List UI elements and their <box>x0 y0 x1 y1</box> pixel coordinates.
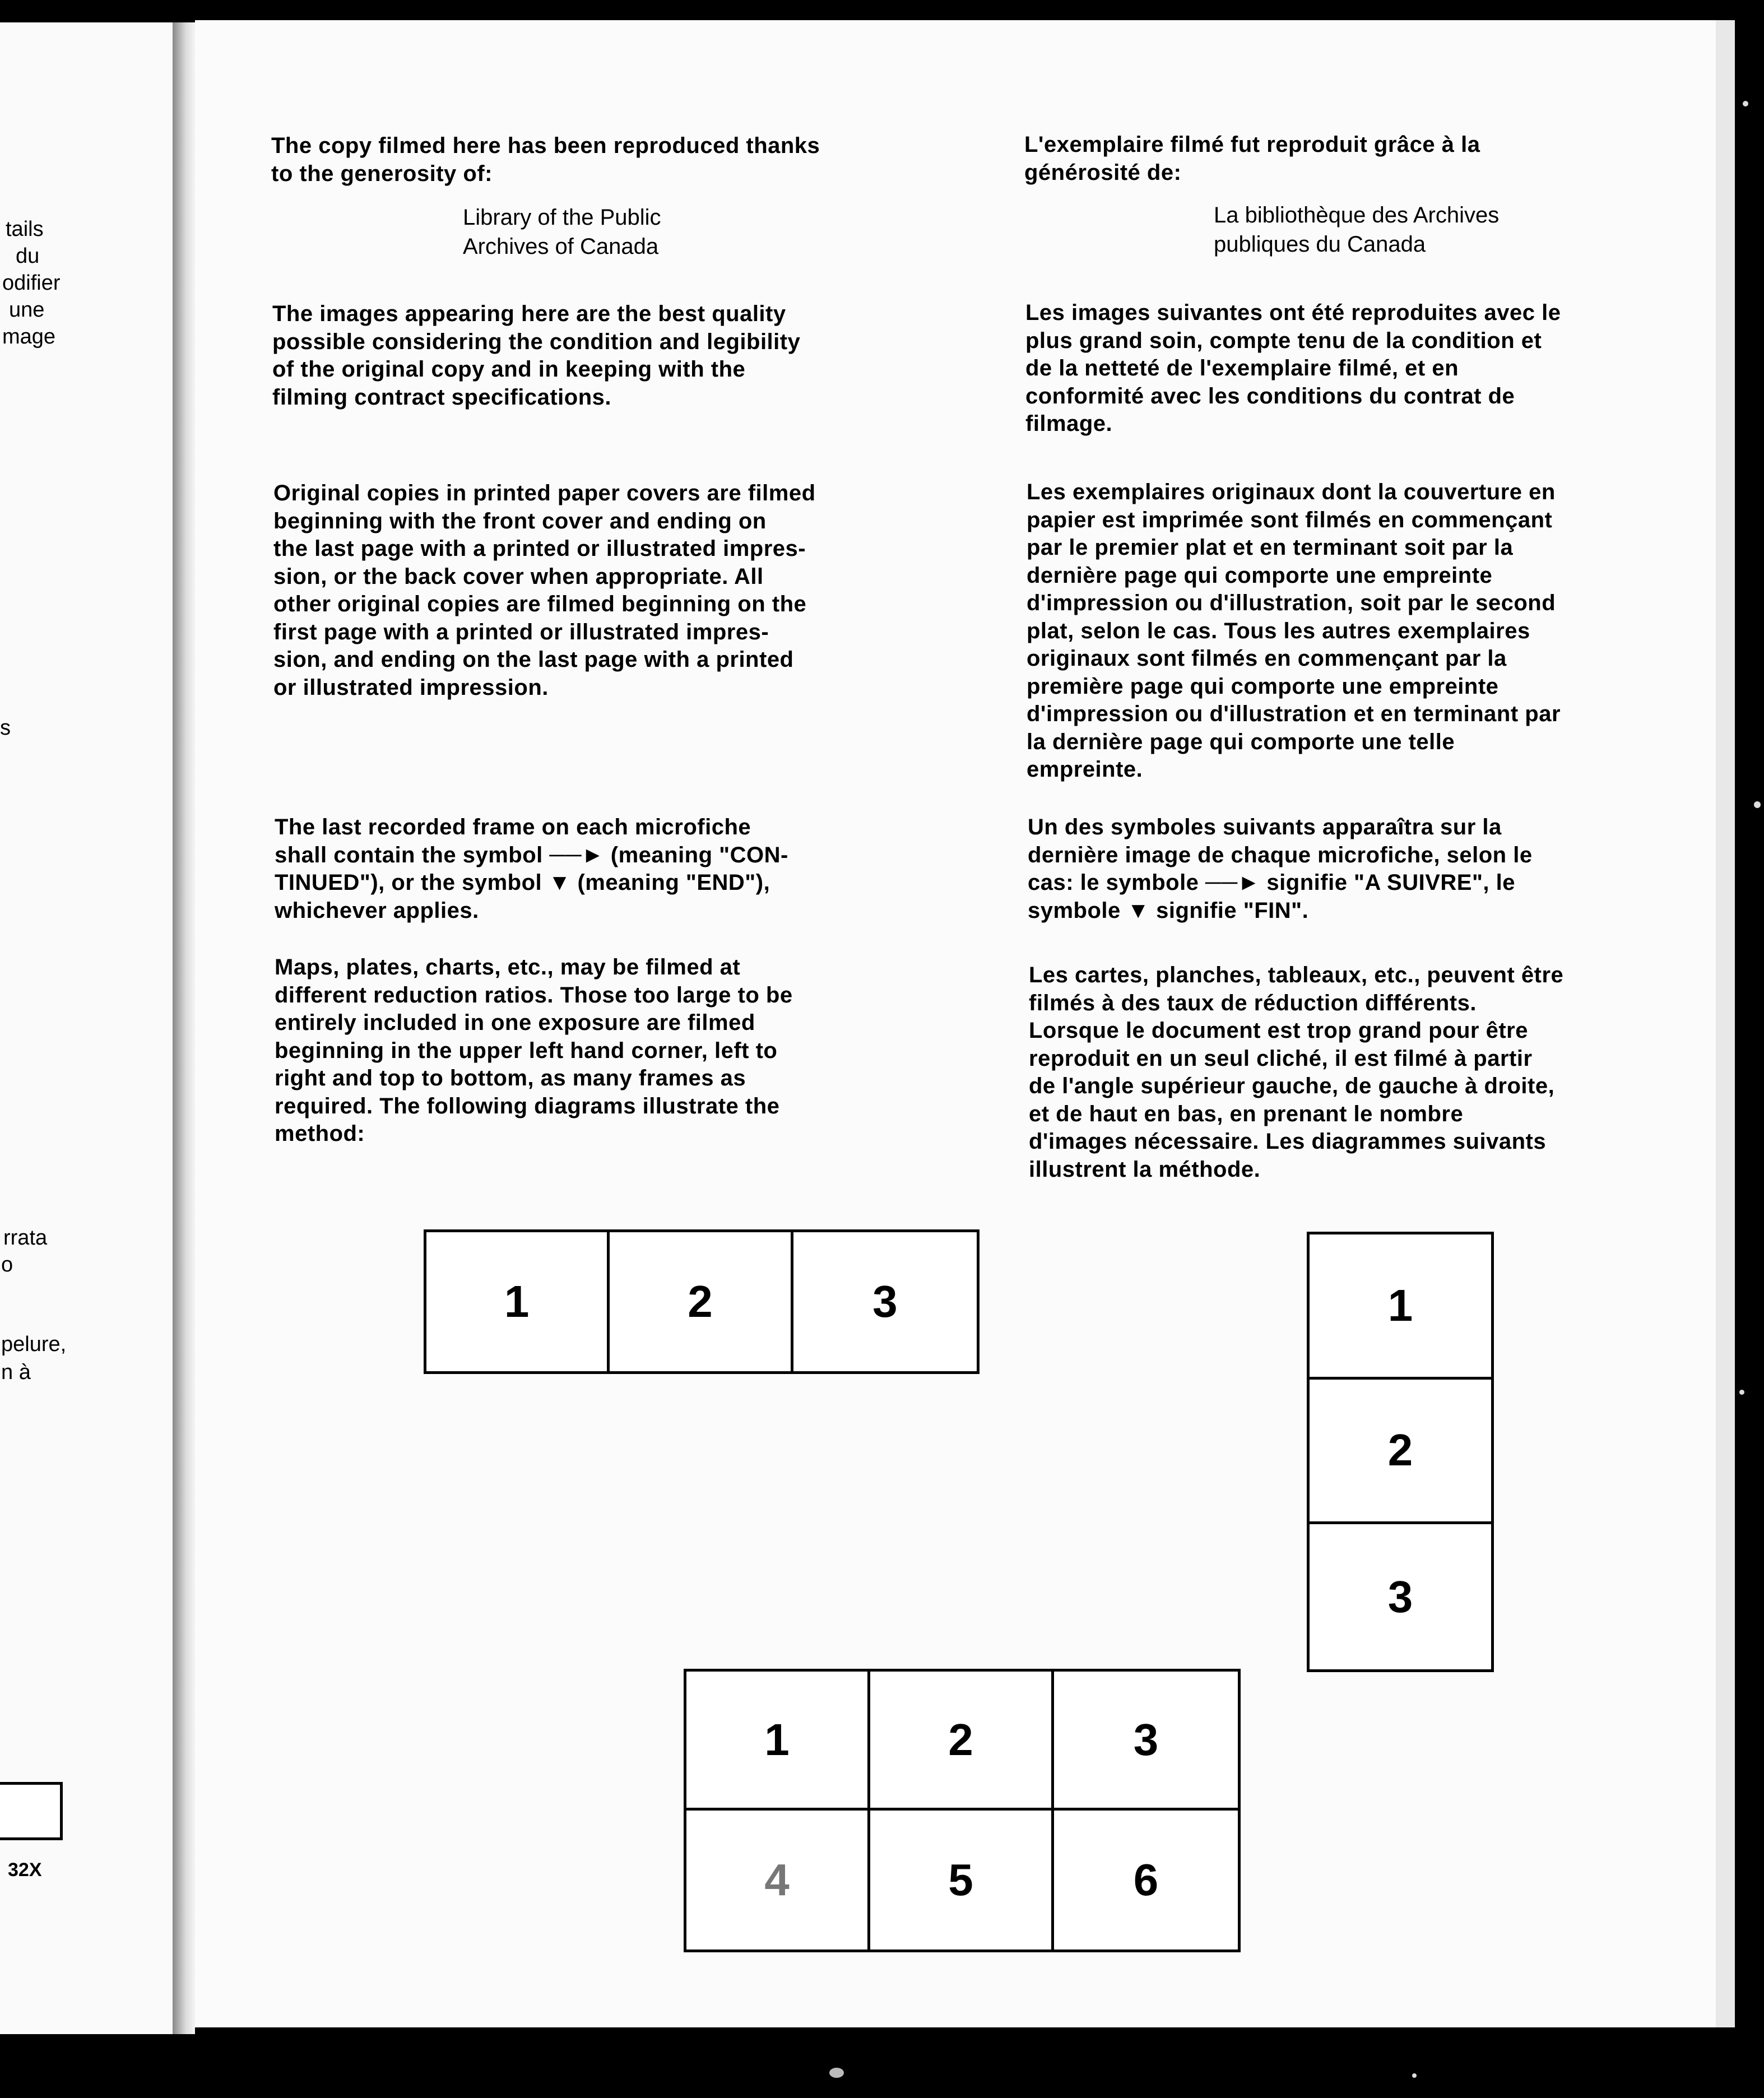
frame-cell: 1 <box>686 1672 870 1811</box>
left-fragment: o <box>1 1253 13 1277</box>
english-quality-paragraph: The images appearing here are the best quality possible considering the condition and legibility of the original copy and in keeping with the filming contract specifications. <box>272 301 801 410</box>
film-speck <box>1743 101 1748 106</box>
right-edge-strip <box>1716 20 1735 2027</box>
left-fragment: tails <box>6 217 44 241</box>
film-speck <box>829 2068 844 2078</box>
frame-cell: 2 <box>610 1232 793 1371</box>
frame-cell: 4 <box>686 1811 870 1950</box>
frame-cell: 3 <box>872 1277 898 1326</box>
left-fragment: du <box>16 244 40 268</box>
left-fragment: n à <box>1 1361 31 1384</box>
english-intro: The copy filmed here has been reproduced thanks to the generosity of: <box>271 133 820 186</box>
frame-cell: 2 <box>1310 1380 1491 1525</box>
diagram-vertical-three-frames <box>1307 1232 1494 1672</box>
left-fragment: pelure, <box>1 1333 67 1356</box>
english-covers-paragraph: Original copies in printed paper covers are filmed beginning with the front cover and ending on the last page with a printed or illustrated impres- sion, or the back cover when appropriate. All other original copies are filmed beginning on the first page with a printed or illustrated impres- sion, and ending on the last page with a printed or illustrated impression. <box>273 481 816 700</box>
film-speck <box>1754 801 1761 808</box>
french-maps-paragraph: Les cartes, planches, tableaux, etc., peuvent être filmés à des taux de réduction différents. Lorsque le document est trop grand pour être reproduit en un seul cliché, il est filmé à partir de l'angle supérieur gauche, de gauche à droite, et de haut en bas, en prenant le nombre d'images nécessaire. Les diagrammes suivants illustrent la méthode. <box>1029 963 1564 1182</box>
french-credit: La bibliothèque des Archives publiques du Canada <box>1214 203 1500 257</box>
english-maps-paragraph: Maps, plates, charts, etc., may be filmed at different reduction ratios. Those too large to be entirely included in one exposure are filmed beginning in the upper left hand corner, left to right and top to bottom, as many frames as required. The following diagrams illustrate the method: <box>275 955 793 1146</box>
french-covers-paragraph: Les exemplaires originaux dont la couverture en papier est imprimée sont filmés en commençant par le premier plat et en terminant soit par la dernière page qui comporte une empreinte d'impression ou d'illustration, soit par le second plat, selon le cas. Tous les autres exemplaires originaux sont filmés en commençant par la première page qui comporte une empreinte d'impression ou d'illustration et en terminant par la dernière page qui comporte une telle empreinte. <box>1027 480 1561 782</box>
frame-cell: 5 <box>870 1811 1054 1950</box>
left-page-frame-box <box>0 1782 63 1840</box>
frame-cell: 1 <box>1310 1234 1491 1380</box>
left-page-remnant <box>0 22 173 2034</box>
diagram-grid-six-frames <box>684 1669 1241 1952</box>
frame-cell: 1 <box>426 1232 610 1371</box>
film-speck <box>1412 2073 1417 2078</box>
reduction-ratio-label: 32X <box>8 1859 42 1881</box>
english-symbols-paragraph: The last recorded frame on each microfiche shall contain the symbol ──► (meaning "CON- TINUED"), or the symbol ▼ (meaning "END"), whichever applies. <box>275 815 788 923</box>
microfilm-notice-page <box>195 20 1716 2027</box>
frame-cell: 3 <box>1387 1571 1413 1622</box>
film-speck <box>1739 1390 1744 1395</box>
french-quality-paragraph: Les images suivantes ont été reproduites avec le plus grand soin, compte tenu de la condition et de la netteté de l'exemplaire filmé, et en conformité avec les conditions du contrat de filmage. <box>1025 300 1561 436</box>
frame-cell: 3 <box>1054 1672 1238 1811</box>
left-fragment: odifier <box>2 271 61 295</box>
left-fragment: rrata <box>3 1226 48 1250</box>
frame-cell: 2 <box>870 1672 1054 1811</box>
diagram-horizontal-three-frames <box>424 1229 980 1374</box>
english-credit: Library of the Public Archives of Canada <box>463 205 661 259</box>
page-gutter <box>173 22 195 2034</box>
left-fragment: mage <box>2 325 56 349</box>
frame-cell: 6 <box>1133 1855 1159 1905</box>
french-intro: L'exemplaire filmé fut reproduit grâce à la générosité de: <box>1024 132 1480 185</box>
left-fragment: une <box>9 298 45 322</box>
left-fragment: s <box>0 716 11 740</box>
french-symbols-paragraph: Un des symboles suivants apparaîtra sur la dernière image de chaque microfiche, selon le cas: le symbole ──► signifie "A SUIVRE", le symbole ▼ signifie "FIN". <box>1028 815 1533 923</box>
